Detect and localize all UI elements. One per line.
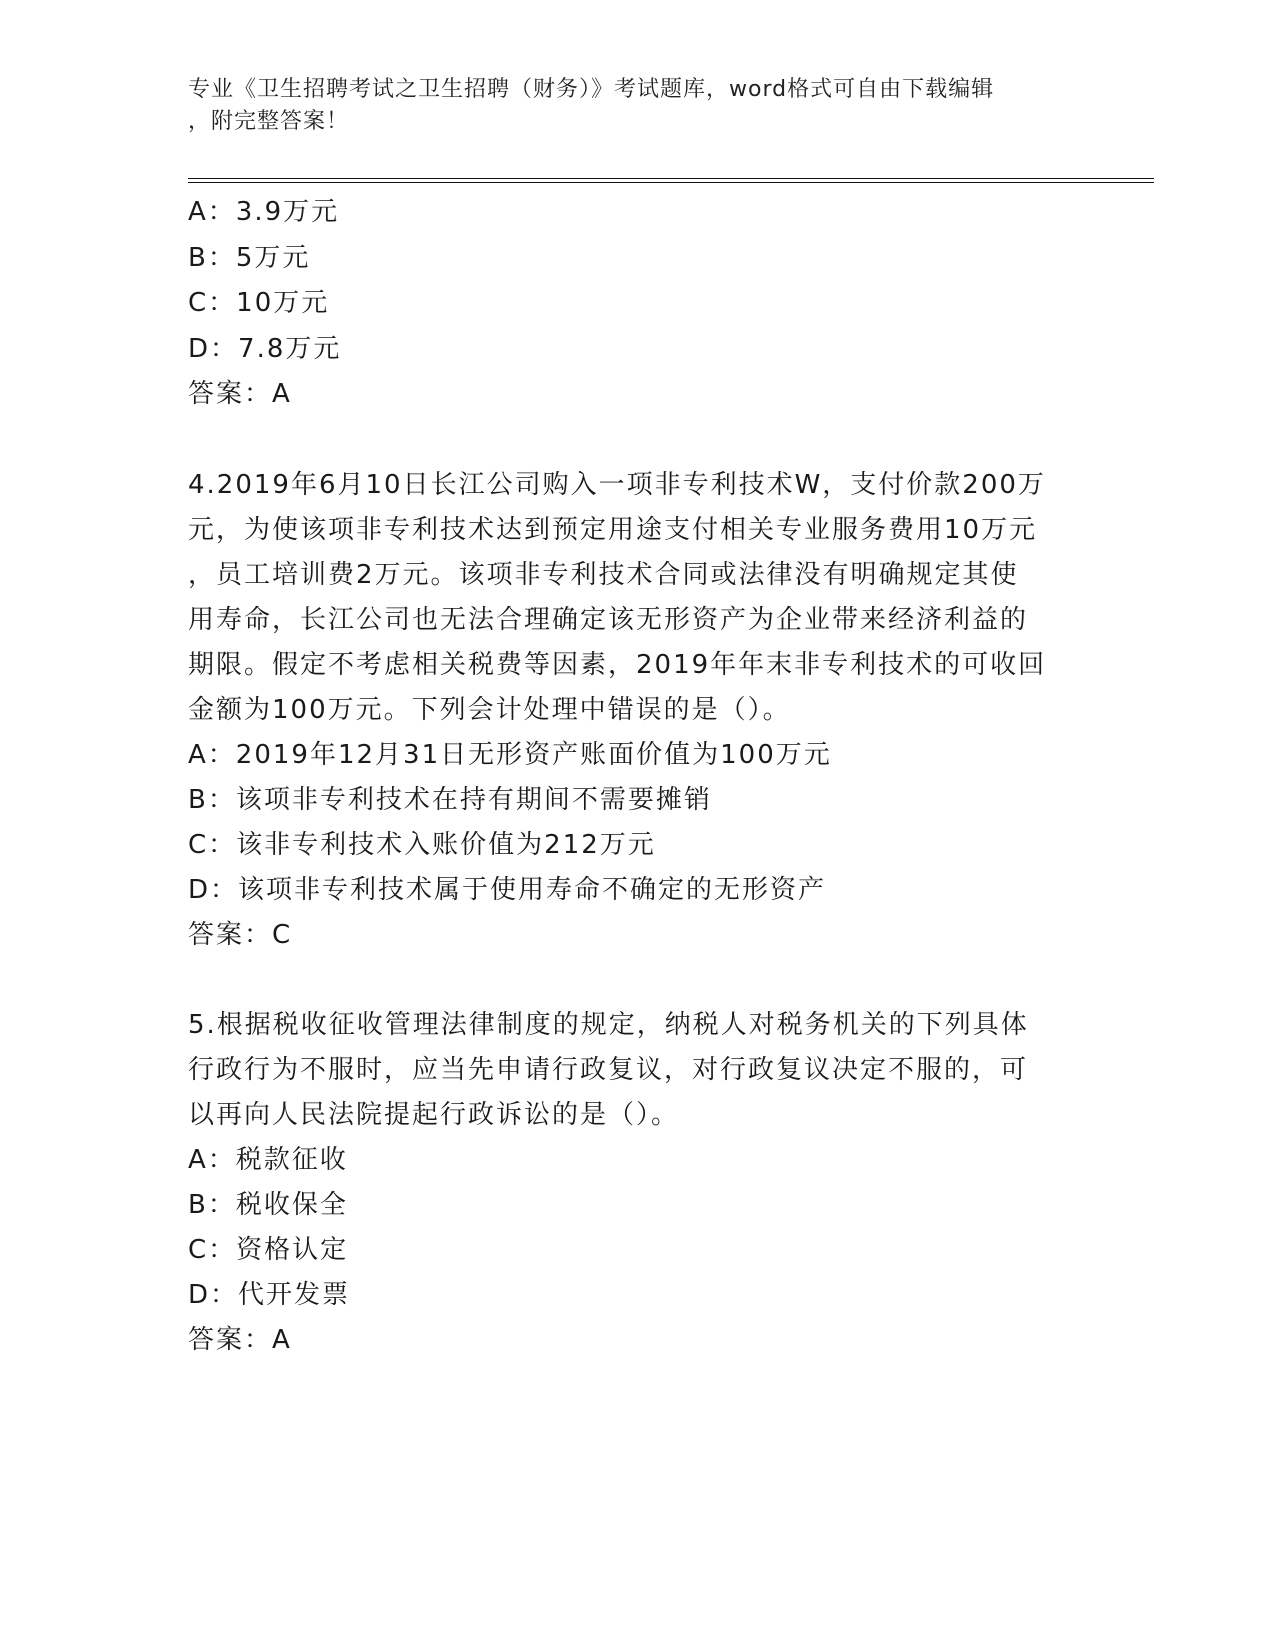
question-stem-line: 用寿命，长江公司也无法合理确定该无形资产为企业带来经济利益的 [188,604,1029,635]
option-a: A：3.9万元 [188,197,340,227]
question-4 [188,463,1088,958]
option-d: D：该项非专利技术属于使用寿命不确定的无形资产 [188,874,827,905]
question-stem-line: 金额为100万元。下列会计处理中错误的是（）。 [188,694,791,725]
question-stem-line: 以再向人民法院提起行政诉讼的是（）。 [188,1099,680,1130]
header-line-1: 专业《卫生招聘考试之卫生招聘（财务）》考试题库，word格式可自由下载编辑 [188,77,995,102]
option-c: C：资格认定 [188,1234,349,1265]
question-stem-line: 4.2019年6月10日长江公司购入一项非专利技术W，支付价款200万 [188,469,1046,500]
question-stem-line: ，员工培训费2万元。该项非专利技术合同或法律没有明确规定其使 [188,559,1019,590]
option-a: A：税款征收 [188,1144,348,1175]
option-d: D：7.8万元 [188,333,342,364]
option-b: B：该项非专利技术在持有期间不需要摊销 [188,784,712,815]
header-divider [188,178,1154,183]
option-c: C：该非专利技术入账价值为212万元 [188,829,656,860]
option-b: B：5万元 [188,242,311,273]
question-5 [188,1003,1088,1363]
question-3 [188,190,1088,418]
question-stem-line: 行政行为不服时，应当先申请行政复议，对行政复议决定不服的，可 [188,1054,1029,1085]
spacer [188,418,1088,463]
option-d: D：代开发票 [188,1279,351,1310]
answer: 答案：A [188,1324,292,1355]
question-list [188,190,1088,1363]
option-b: B：税收保全 [188,1189,348,1220]
question-stem-line: 元，为使该项非专利技术达到预定用途支付相关专业服务费用10万元 [188,514,1038,545]
answer: 答案：C [188,919,293,950]
spacer [188,958,1088,1003]
question-stem-line: 5.根据税收征收管理法律制度的规定，纳税人对税务机关的下列具体 [188,1009,1029,1040]
option-a: A：2019年12月31日无形资产账面价值为100万元 [188,739,832,770]
question-stem-line: 期限。假定不考虑相关税费等因素，2019年年末非专利技术的可收回 [188,649,1047,680]
answer: 答案：A [188,379,292,409]
document-header [188,74,1068,138]
option-c: C：10万元 [188,288,330,318]
header-line-2: ，附完整答案！ [188,109,350,134]
